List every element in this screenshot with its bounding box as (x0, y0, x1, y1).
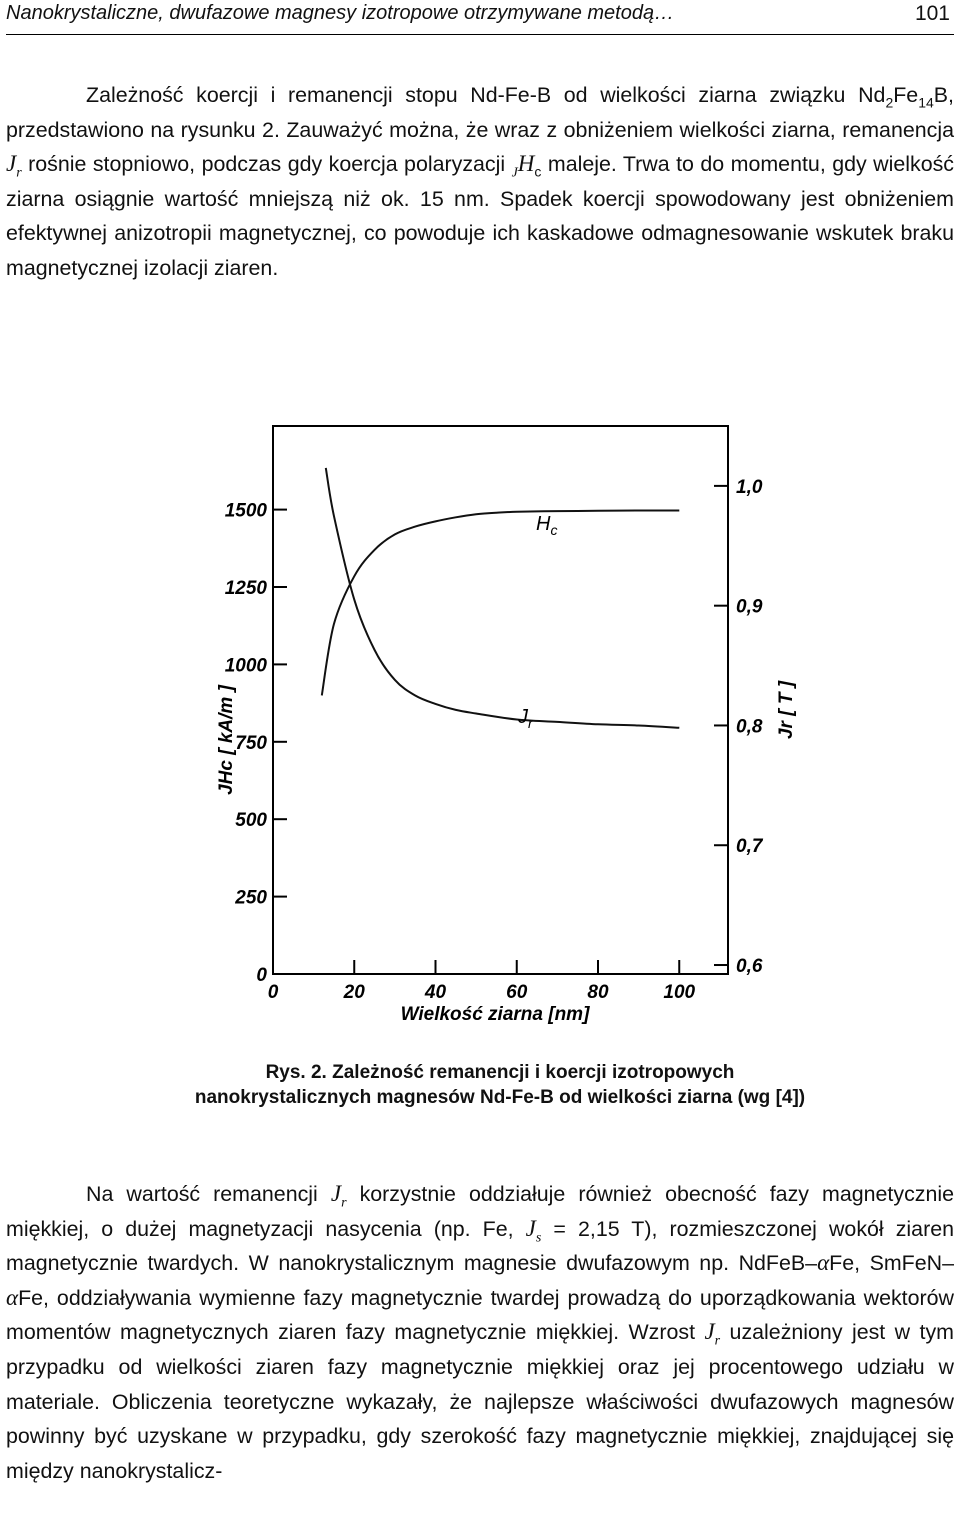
y-left-tick-label: 500 (235, 810, 267, 832)
page-header (6, 0, 954, 35)
symbol-jr: $J_r$ (6, 151, 22, 181)
y-axis-right-label: Jr [ T ] (776, 680, 797, 740)
y-left-tick-label: 250 (235, 887, 267, 909)
y-right-tick-label: 1,0 (736, 476, 763, 498)
symbol-jhc-sub: c (534, 163, 542, 180)
p2-text-3: = 2,15 T), rozmieszczonej wokół ziaren magnetycznie twardych. W nanokrystalicznym magnesie dwufazowym np. NdFeB– (6, 1216, 954, 1276)
y-right-tick-label: 0,8 (736, 716, 763, 738)
p2-text-4: Fe, SmFeN– (829, 1251, 954, 1276)
p1-sub-fe: 14 (918, 94, 934, 111)
symbol-js: $J_s$ (525, 1215, 542, 1246)
x-tick-label: 40 (424, 982, 447, 1003)
x-axis-label: Wielkość ziarna [nm] (400, 1004, 590, 1025)
y-left-tick-label: 1250 (224, 577, 267, 599)
chart (180, 410, 820, 1050)
x-tick-label: 100 (663, 982, 696, 1003)
series-label-hc: $H_c$ (536, 513, 558, 538)
symbol-alpha-1: α (817, 1250, 830, 1276)
plot-frame (273, 426, 728, 974)
p1-sub-nd: 2 (885, 94, 894, 111)
p2-text-1: Na wartość remanencji (86, 1182, 331, 1206)
symbol-alpha-2: α (6, 1284, 19, 1310)
series-line-hc (322, 511, 680, 696)
figure-2 (180, 410, 820, 1055)
symbol-jr-2: $J_r$ (330, 1181, 347, 1211)
x-tick-label: 20 (343, 982, 365, 1003)
p1-text-5: maleje. Trwa to do momentu, gdy wielkość ziarna osiągnie wartość mniejszą niż ok. 15 nm. Spadek koercji spowodowany jest obniżeniem efektywnej anizotropii magnetycznej, co powoduje ich kaskadowe odmagnesowanie wskutek braku magnetycznej izolacji ziaren. (6, 152, 954, 280)
y-right-tick-label: 0,6 (736, 956, 763, 978)
p1-text-1: Zależność koercji i remanencji stopu Nd-Fe-B od wielkości ziarna związku Nd (86, 83, 886, 107)
page-number: 101 (914, 2, 950, 25)
p1-text-3: B, przedstawiono na rysunku 2. Zauważyć można, że wraz z obniżeniem wielkości ziarna, remanencja (6, 83, 954, 142)
figure-caption: Rys. 2. Zależność remanencji i koercji izotropowych nanokrystalicznych magnesów Nd-Fe-B od wielkości ziarna (wg [4]) (194, 1062, 806, 1108)
series-line-jr (326, 468, 680, 728)
y-axis-left-label: JHc [ kA/m ] (216, 685, 237, 795)
p2-text-6: uzależniony jest w tym przypadku od wielkości ziaren fazy magnetycznie miękkiej oraz jej procentowego udziału w materiale. Obliczenia teoretyczne wykazały, że najlepsze właściwości dwufazowych magnesów powinny być uzyskane w przypadku, gdy szerokość fazy magnetycznie miękkiej, znajdującej się między nanokrystalicz- (6, 1320, 955, 1483)
x-tick-label: 60 (506, 982, 528, 1003)
y-left-tick-label: 1500 (224, 500, 267, 522)
symbol-jhc: $_J$H (511, 151, 535, 181)
y-right-tick-label: 0,9 (736, 596, 763, 618)
series-label-jr: $J_r$ (518, 706, 533, 731)
p2-text-5: Fe, oddziaływania wymienne fazy magnetycznie twardej prowadzą do uporządkowania wektorów momentów magnetycznych ziaren fazy magnetycznie miękkiej. Wzrost (6, 1285, 954, 1345)
x-tick-label: 0 (267, 982, 279, 1003)
y-right-tick-label: 0,7 (736, 836, 763, 858)
p1-text-2: Fe (893, 83, 919, 107)
paragraph-1 (6, 78, 954, 286)
paragraph-2 (6, 1177, 954, 1488)
x-tick-label: 80 (587, 982, 609, 1003)
running-title: Nanokrystaliczne, dwufazowe magnesy izotropowe otrzymywane metodą… (6, 2, 675, 24)
y-left-tick-label: 0 (256, 965, 267, 986)
symbol-jr-3: $J_r$ (704, 1319, 721, 1349)
y-left-tick-label: 750 (235, 732, 267, 754)
y-left-tick-label: 1000 (224, 655, 267, 677)
p1-text-4: rośnie stopniowo, podczas gdy koercja polaryzacji (21, 152, 512, 177)
p2-text-2: korzystnie oddziałuje również obecność fazy magnetycznie miękkiej, o dużej magnetyzacji nasycenia (np. Fe, (6, 1182, 955, 1241)
